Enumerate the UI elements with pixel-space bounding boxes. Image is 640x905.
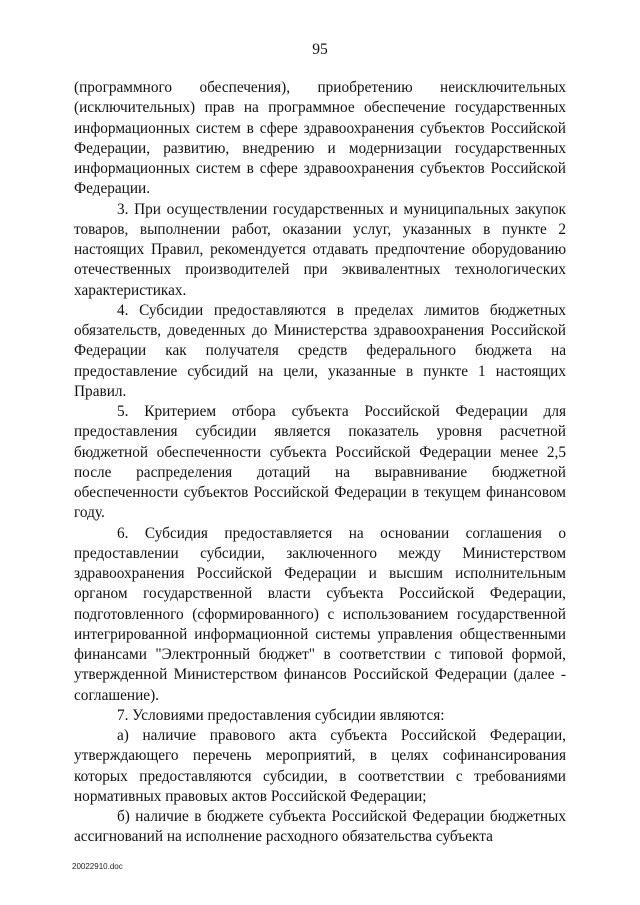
- paragraph-item-7: 7. Условиями предоставления субсидии являются:: [117, 706, 445, 724]
- paragraph-item-4: 4. Субсидии предоставляются в пределах лимитов бюджетных обязательств, доведенных до Министерства здравоохранения Российской Федерации как получателя средств федерального бюджета на предоставление субсидий на цели, указанные в пункте 1 настоящих Правил.: [74, 301, 566, 400]
- paragraph-item-5: 5. Критерием отбора субъекта Российской Федерации для предоставления субсидии является показатель уровня расчетной бюджетной обеспеченности субъекта Российской Федерации менее 2,5 после распределения дотаций на выравнивание бюджетной обеспеченности субъектов Российской Федерации в текущем финансовом году.: [74, 403, 566, 522]
- paragraph-item-6: 6. Субсидия предоставляется на основании соглашения о предоставлении субсидии, заключенного между Министерством здравоохранения Российской Федерации и высшим исполнительным органом государственной власти субъекта Российской Федерации, подготовленного (сформированного) с использованием государственной интегрированной информационной системы управления общественными финансами "Электронный бюджет" в соответствии с типовой формой, утвержденной Министерством финансов Российской Федерации (далее - соглашение).: [74, 524, 566, 704]
- paragraph-item-7b: б) наличие в бюджете субъекта Российской Федерации бюджетных ассигнований на исполнение расходного обязательства субъекта: [74, 808, 566, 846]
- document-body: [74, 78, 566, 848]
- page-number: 95: [312, 41, 328, 58]
- paragraph-item-7a: а) наличие правового акта субъекта Российской Федерации, утверждающего перечень мероприятий, в целях софинансирования которых предоставляются субсидии, в соответствии с требованиями нормативных правовых актов Российской Федерации;: [74, 727, 566, 805]
- paragraph-item-3: 3. При осуществлении государственных и муниципальных закупок товаров, выполнении работ, оказании услуг, указанных в пункте 2 настоящих Правил, рекомендуется отдавать предпочтение оборудованию отечественных производителей при эквивалентных технологических характеристиках.: [74, 200, 566, 299]
- paragraph-continuation: (программного обеспечения), приобретению неисключительных (исключительных) прав на программное обеспечение государственных информационных систем в сфере здравоохранения субъектов Российской Федерации, развитию, внедрению и модернизации государственных информационных систем в сфере здравоохранения субъектов Российской Федерации.: [74, 79, 566, 198]
- footer-filename: 20022910.doc: [72, 862, 123, 871]
